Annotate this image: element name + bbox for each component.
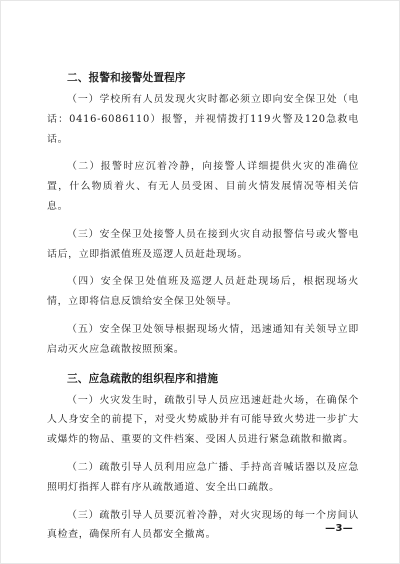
document-body <box>47 67 359 553</box>
paragraph: （三）疏散引导人员要沉着冷静，对火灾现场的每一个房间认真检查，确保所有人员都安全撤离。 <box>47 509 359 541</box>
paragraph: （一）学校所有人员发现火灾时都必须立即向安全保卫处（电话：0416-6086110）报警，并视情拨打119火警及120急救电话。 <box>47 94 359 145</box>
paragraph: （二）报警时应沉着冷静，向接警人详细提供火灾的准确位置，什么物质着火、有无人员受困、目前火情发展情况等相关信息。 <box>47 161 359 212</box>
paragraph: （三）安全保卫处接警人员在接到火灾自动报警信号或火警电话后，立即指派值班及巡逻人员赶赴现场。 <box>47 228 359 260</box>
paragraph: （四）安全保卫处值班及巡逻人员赶赴现场后，根据现场火情，立即将信息反馈给安全保卫处领导。 <box>47 276 359 308</box>
section-heading-reporting: 二、报警和接警处置程序 <box>67 72 186 84</box>
paragraph: （二）疏散引导人员利用应急广播、手持高音喊话器以及应急照明灯指挥人群有序从疏散通道、安全出口疏散。 <box>47 461 359 493</box>
paragraph: （五）安全保卫处领导根据现场火情，迅速通知有关领导立即启动灭火应急疏散按照预案。 <box>47 323 359 355</box>
paragraph: （一）火灾发生时，疏散引导人员应迅速赶赴火场，在确保个人人身安全的前提下，对受火势威胁并有可能导致火势进一步扩大或爆炸的物品、重要的文件档案、受困人员进行紧急疏散和撤离。 <box>47 394 359 446</box>
section-heading-evacuation: 三、应急疏散的组织程序和措施 <box>67 372 219 385</box>
page-number: —3— <box>325 523 353 534</box>
